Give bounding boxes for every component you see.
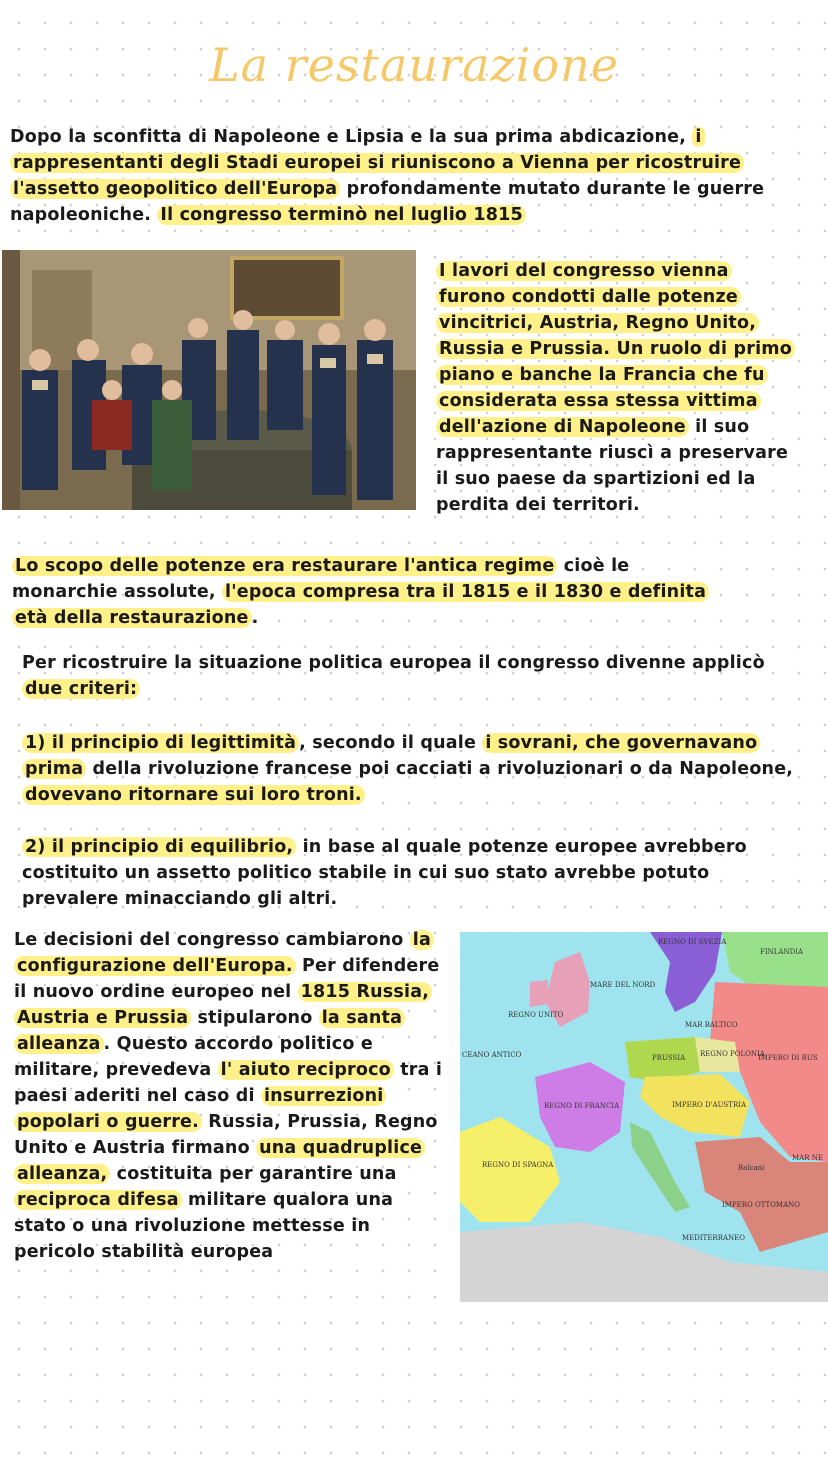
map-label-finlandia: FINLANDIA	[760, 948, 804, 956]
scope-paragraph	[12, 553, 712, 631]
decisions-highlight: la configurazione dell'Europa.	[14, 930, 434, 976]
scope-highlight-1: Lo scopo delle potenze era restaurare l'antica regime	[12, 556, 557, 576]
intro-text: profondamente mutato durante le guerre napoleoniche.	[10, 179, 765, 225]
congress-highlight: I lavori del congresso vienna furono condotti dalle potenze vincitrici, Austria, Regno Unito, Russia e Prussia. Un ruolo di primo piano e banche la Francia che fu considerata essa stessa vittima dell'azione di Napoleone	[436, 261, 795, 437]
map-label-balcani: Balcani	[738, 1164, 765, 1172]
criteria-text: Per ricostruire la situazione politica europea il congresso divenne applicò	[22, 653, 765, 673]
map-label-austria: IMPERO D'AUSTRIA	[672, 1101, 747, 1109]
principle-1-highlight-3: dovevano ritornare sui loro troni.	[22, 785, 365, 805]
decisions-highlight: reciproca difesa	[14, 1190, 182, 1210]
criteria-paragraph	[22, 650, 782, 702]
map-label-impero-russo: IMPERO DI RUS	[758, 1054, 818, 1062]
scope-text-end: .	[251, 608, 259, 628]
principle-2-text: in base al quale potenze europee avrebbero costituito un assetto politico stabile in cui suo stato avrebbe potuto prevalere minacciando gli altri.	[22, 837, 747, 909]
decisions-text: . Questo accordo politico e militare, prevedeva	[14, 1034, 373, 1080]
decisions-paragraph	[14, 927, 444, 1265]
principle-2-highlight: 2) il principio di equilibrio,	[22, 837, 296, 857]
criteria-highlight: due criteri:	[22, 679, 140, 699]
europe-map	[460, 932, 828, 1302]
decisions-text: tra i paesi aderiti nel caso di	[14, 1060, 443, 1106]
principle-1-paragraph	[22, 730, 812, 808]
intro-highlight-1: i rappresentanti degli Stadi europei si riuniscono a Vienna per ricostruire l'assetto geopolitico dell'Europa	[10, 127, 744, 199]
intro-highlight-2: Il congresso terminò nel luglio 1815	[157, 205, 526, 225]
map-label-regno-unito: REGNO UNITO	[508, 1011, 564, 1019]
decisions-highlight: una quadruplice alleanza,	[14, 1138, 425, 1184]
congress-paragraph	[436, 258, 796, 518]
map-label-prussia: PRUSSIA	[652, 1054, 686, 1062]
principle-1-text: della rivoluzione francese poi cacciati a rivoluzionari o da Napoleone,	[86, 759, 794, 779]
decisions-text: costituita per garantire una	[110, 1164, 397, 1184]
principle-1-text: , secondo il quale	[299, 733, 483, 753]
intro-paragraph	[10, 124, 800, 228]
scope-text: cioè le monarchie assolute,	[12, 556, 630, 602]
principle-1-highlight-2: i sovrani, che governavano prima	[22, 733, 760, 779]
intro-text: Dopo la sconfitta di Napoleone e Lipsia e la sua prima abdicazione,	[10, 127, 693, 147]
map-label-ottomano: IMPERO OTTOMANO	[722, 1201, 801, 1209]
decisions-text: stipularono	[191, 1008, 319, 1028]
map-label-spagna: REGNO DI SPAGNA	[482, 1161, 554, 1169]
congress-text: il suo rappresentante riuscì a preservare il suo paese da spartizioni ed la perdita dei territori.	[436, 417, 789, 515]
decisions-highlight: insurrezioni popolari o guerre.	[14, 1086, 386, 1132]
map-label-francia: REGNO DI FRANCIA	[544, 1102, 620, 1110]
scope-highlight-2: l'epoca compresa tra il 1815 e il 1830 e definita età della restaurazione	[12, 582, 709, 628]
decisions-highlight: 1815 Russia, Austria e Prussia	[14, 982, 432, 1028]
map-label-oceano: CEANO ANTICO	[462, 1051, 522, 1059]
decisions-text: Per difendere il nuovo ordine europeo nel	[14, 956, 440, 1002]
decisions-highlight: la santa alleanza	[14, 1008, 405, 1054]
page-title: La restaurazione	[209, 38, 619, 92]
map-label-mar-nero: MAR NE	[792, 1154, 823, 1162]
decisions-highlight: l' aiuto reciproco	[218, 1060, 394, 1080]
map-label-polonia: REGNO POLONIA	[700, 1050, 765, 1058]
map-label-mare-nord: MARE DEL NORD	[590, 981, 656, 989]
principle-2-paragraph	[22, 834, 812, 912]
decisions-text: Russia, Prussia, Regno Unito e Austria firmano	[14, 1112, 438, 1158]
decisions-text: Le decisioni del congresso cambiarono	[14, 930, 410, 950]
map-label-baltico: MAR BALTICO	[685, 1021, 738, 1029]
congress-painting	[2, 250, 416, 510]
principle-1-highlight-1: 1) il principio di legittimità	[22, 733, 299, 753]
map-label-svezia: REGNO DI SVEZIA	[658, 938, 727, 946]
map-label-mediterraneo: MEDITERRANEO	[682, 1234, 746, 1242]
decisions-text: militare qualora una stato o una rivoluzione mettesse in pericolo stabilità europea	[14, 1190, 394, 1262]
